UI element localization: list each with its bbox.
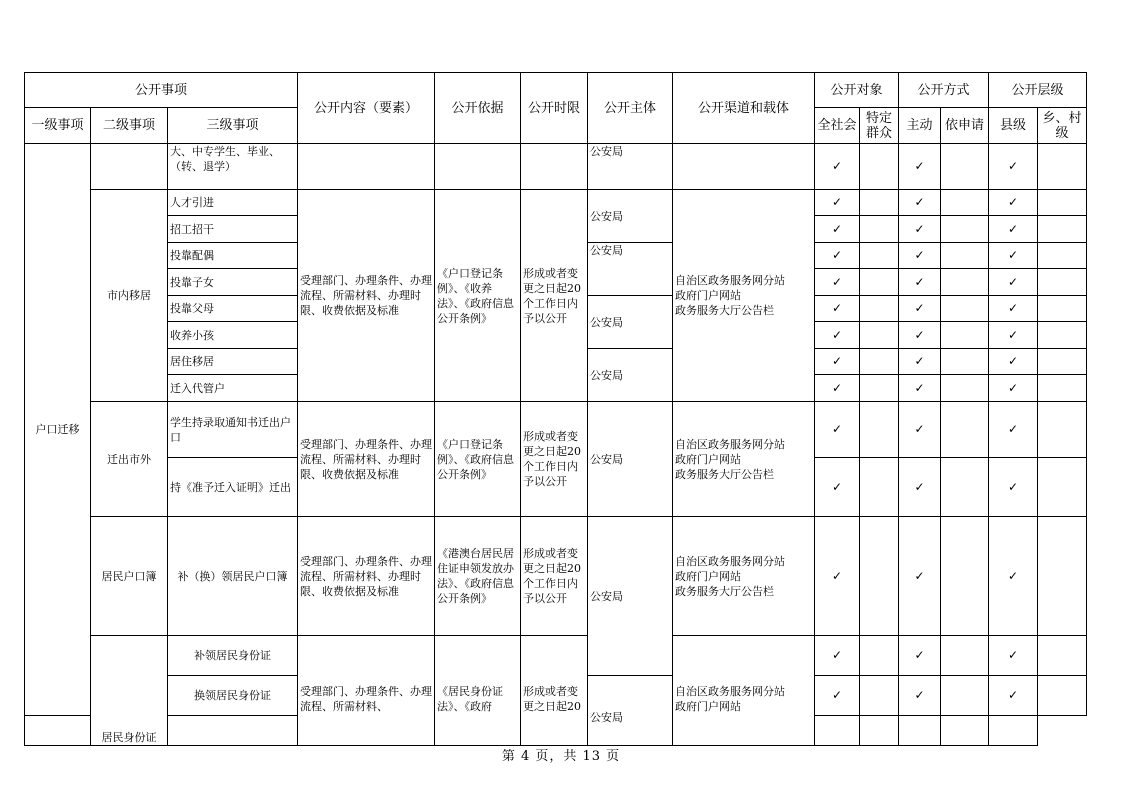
header-target-all: 全社会 (815, 108, 860, 144)
table-row (25, 402, 1087, 458)
cell-level3: 投靠父母 (168, 296, 298, 322)
cell-level3: 大、中专学生、毕业、（转、退学） (168, 144, 298, 190)
cell-time: 形成或者变更之日起20个工作日内予以公开 (521, 517, 588, 636)
cell-level3: 投靠子女 (168, 269, 298, 296)
table-row (25, 144, 1087, 190)
cell-level1: 户口迁移 (25, 144, 91, 716)
header-target: 公开对象 (815, 73, 899, 108)
cell-level3: 人才引进 (168, 190, 298, 216)
header-basis: 公开依据 (435, 73, 521, 144)
check-icon: ✓ (899, 458, 941, 517)
cell-time (521, 144, 588, 190)
check-icon: ✓ (899, 402, 941, 458)
cell-content: 受理部门、办理条件、办理流程、所需材料、办理时限、收费依据及标准 (298, 190, 435, 402)
check-icon: ✓ (815, 216, 860, 243)
check-icon: ✓ (989, 322, 1038, 349)
cell-level3: 换领居民身份证 (168, 676, 298, 716)
check-icon: ✓ (989, 636, 1038, 676)
header-time: 公开时限 (521, 73, 588, 144)
cell-subject: 公安局 (588, 190, 673, 243)
header-channel: 公开渠道和载体 (673, 73, 815, 144)
header-level3: 三级事项 (168, 108, 298, 144)
check-icon: ✓ (989, 517, 1038, 636)
check-icon: ✓ (989, 375, 1038, 402)
header-level1: 一级事项 (25, 108, 91, 144)
check-icon: ✓ (899, 322, 941, 349)
cell-level3: 持《准予迁入证明》迁出 (168, 458, 298, 517)
check-icon: ✓ (815, 243, 860, 269)
cell-subject: 公安局 (588, 243, 673, 296)
cell-subject: 公安局 (588, 676, 673, 746)
cell-level3: 招工招干 (168, 216, 298, 243)
check-icon: ✓ (899, 517, 941, 636)
cell-subject: 公安局 (588, 402, 673, 517)
cell-level3: 学生持录取通知书迁出户口 (168, 402, 298, 458)
check-icon: ✓ (899, 216, 941, 243)
cell-basis: 《户口登记条例》、《政府信息公开条例》 (435, 402, 521, 517)
header-subject: 公开主体 (588, 73, 673, 144)
cell-level2: 市内移居 (91, 190, 168, 402)
check-icon: ✓ (989, 458, 1038, 517)
check-icon: ✓ (815, 375, 860, 402)
cell-time: 形成或者变更之日起20 (521, 636, 588, 746)
header-content: 公开内容（要素） (298, 73, 435, 144)
check-icon: ✓ (989, 269, 1038, 296)
check-icon: ✓ (815, 269, 860, 296)
check-icon: ✓ (989, 296, 1038, 322)
cell-basis: 《户口登记条例》、《收养法》、《政府信息公开条例》 (435, 190, 521, 402)
check-icon: ✓ (899, 269, 941, 296)
cell-content: 受理部门、办理条件、办理流程、所需材料、办理时限、收费依据及标准 (298, 402, 435, 517)
check-icon: ✓ (989, 349, 1038, 375)
check-icon: ✓ (815, 144, 860, 190)
cell-basis (435, 144, 521, 190)
check-icon: ✓ (989, 402, 1038, 458)
cell-content: 受理部门、办理条件、办理流程、所需材料、办理时限、收费依据及标准 (298, 517, 435, 636)
cell-level2: 居民身份证 (91, 636, 168, 746)
header-public-items: 公开事项 (25, 73, 298, 108)
header-mode: 公开方式 (899, 73, 989, 108)
header-level: 公开层级 (989, 73, 1087, 108)
cell-level2 (91, 144, 168, 190)
cell-channel (673, 144, 815, 190)
check-icon: ✓ (815, 402, 860, 458)
check-icon: ✓ (815, 676, 860, 716)
check-icon: ✓ (989, 190, 1038, 216)
check-icon: ✓ (899, 144, 941, 190)
cell-channel: 自治区政务服务网分站 政府门户网站 (673, 636, 815, 746)
check-icon: ✓ (899, 243, 941, 269)
check-icon: ✓ (815, 517, 860, 636)
cell-time: 形成或者变更之日起20个工作日内予以公开 (521, 402, 588, 517)
table-row (25, 636, 1087, 676)
header-mode-request: 依申请 (941, 108, 989, 144)
cell-subject: 公安局 (588, 517, 673, 676)
cell-basis: 《港澳台居民居住证申领发放办法》、《政府信息公开条例》 (435, 517, 521, 636)
check-icon: ✓ (815, 458, 860, 517)
page-footer: 第 4 页，共 13 页 (501, 749, 621, 764)
table-row (25, 517, 1087, 636)
cell-subject: 公安局 (588, 144, 673, 190)
check-icon: ✓ (899, 190, 941, 216)
header-target-specific: 特定群众 (860, 108, 899, 144)
cell-channel: 自治区政务服务网分站 政府门户网站 政务服务大厅公告栏 (673, 190, 815, 402)
disclosure-table (24, 72, 1087, 746)
check-icon: ✓ (989, 216, 1038, 243)
cell-time: 形成或者变更之日起20个工作日内予以公开 (521, 190, 588, 402)
cell-channel: 自治区政务服务网分站 政府门户网站 政务服务大厅公告栏 (673, 402, 815, 517)
cell-subject: 公安局 (588, 296, 673, 349)
check-icon: ✓ (815, 349, 860, 375)
cell-level3: 迁入代管户 (168, 375, 298, 402)
cell-level3: 居住移居 (168, 349, 298, 375)
check-icon: ✓ (815, 322, 860, 349)
check-icon: ✓ (899, 349, 941, 375)
check-icon: ✓ (815, 190, 860, 216)
cell-level3: 补领居民身份证 (168, 636, 298, 676)
cell-basis: 《居民身份证法》、《政府 (435, 636, 521, 746)
cell-level3: 补（换）领居民户口簿 (168, 517, 298, 636)
check-icon: ✓ (815, 636, 860, 676)
check-icon: ✓ (899, 636, 941, 676)
check-icon: ✓ (899, 375, 941, 402)
cell-level2: 居民户口簿 (91, 517, 168, 636)
cell-content (298, 144, 435, 190)
cell-content: 受理部门、办理条件、办理流程、所需材料、 (298, 636, 435, 746)
cell-level3: 收养小孩 (168, 322, 298, 349)
header-level2: 二级事项 (91, 108, 168, 144)
header-mode-active: 主动 (899, 108, 941, 144)
header-level-village: 乡、村级 (1038, 108, 1087, 144)
check-icon: ✓ (899, 296, 941, 322)
cell-level2: 迁出市外 (91, 402, 168, 517)
check-icon: ✓ (899, 676, 941, 716)
header-level-county: 县级 (989, 108, 1038, 144)
check-icon: ✓ (989, 676, 1038, 716)
check-icon: ✓ (989, 144, 1038, 190)
check-icon: ✓ (815, 296, 860, 322)
cell-level3: 投靠配偶 (168, 243, 298, 269)
table-row (25, 190, 1087, 216)
cell-subject: 公安局 (588, 349, 673, 402)
check-icon: ✓ (989, 243, 1038, 269)
cell-channel: 自治区政务服务网分站 政府门户网站 政务服务大厅公告栏 (673, 517, 815, 636)
